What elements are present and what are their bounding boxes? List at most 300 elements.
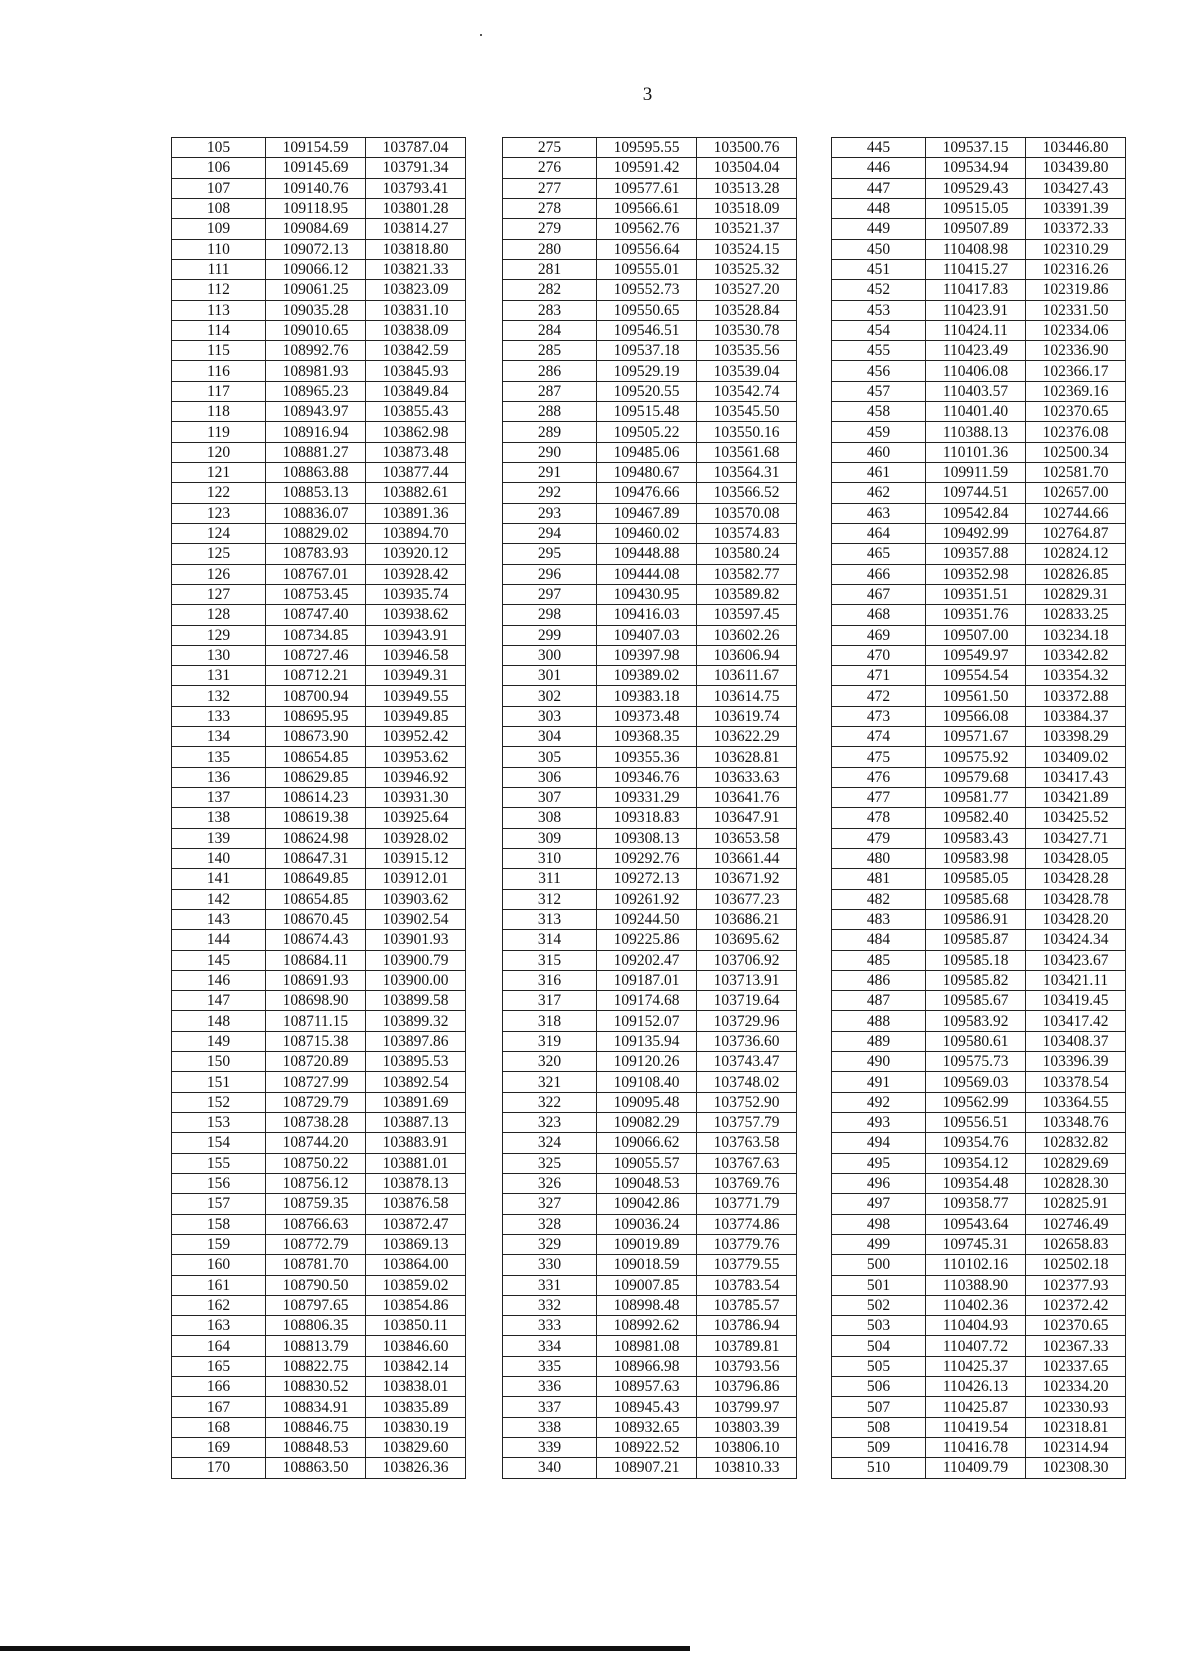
- point-number-cell: 154: [172, 1133, 266, 1153]
- table-row: [172, 381, 466, 401]
- table-row: [503, 706, 797, 726]
- y-coordinate-cell: 103539.04: [697, 361, 797, 381]
- y-coordinate-cell: 103677.23: [697, 889, 797, 909]
- point-number-cell: 280: [503, 239, 597, 259]
- table-row: [172, 1173, 466, 1193]
- table-row: [172, 300, 466, 320]
- x-coordinate-cell: 109554.54: [926, 666, 1026, 686]
- y-coordinate-cell: 103872.47: [366, 1214, 466, 1234]
- point-number-cell: 334: [503, 1336, 597, 1356]
- table-row: [503, 219, 797, 239]
- y-coordinate-cell: 103826.36: [366, 1458, 466, 1478]
- x-coordinate-cell: 108853.13: [266, 483, 366, 503]
- x-coordinate-cell: 109552.73: [597, 280, 697, 300]
- point-number-cell: 295: [503, 544, 597, 564]
- y-coordinate-cell: 103614.75: [697, 686, 797, 706]
- table-row: [503, 1397, 797, 1417]
- y-coordinate-cell: 102832.82: [1026, 1133, 1126, 1153]
- table-row: [832, 1173, 1126, 1193]
- x-coordinate-cell: 109066.62: [597, 1133, 697, 1153]
- y-coordinate-cell: 103854.86: [366, 1295, 466, 1315]
- point-number-cell: 302: [503, 686, 597, 706]
- x-coordinate-cell: 109368.35: [597, 727, 697, 747]
- table-row: [832, 320, 1126, 340]
- x-coordinate-cell: 108712.21: [266, 666, 366, 686]
- x-coordinate-cell: 110388.13: [926, 422, 1026, 442]
- y-coordinate-cell: 102370.65: [1026, 402, 1126, 422]
- point-number-cell: 506: [832, 1377, 926, 1397]
- point-number-cell: 451: [832, 259, 926, 279]
- table-row: [503, 1275, 797, 1295]
- x-coordinate-cell: 109118.95: [266, 198, 366, 218]
- point-number-cell: 123: [172, 503, 266, 523]
- y-coordinate-cell: 103542.74: [697, 381, 797, 401]
- x-coordinate-cell: 108998.48: [597, 1295, 697, 1315]
- point-number-cell: 278: [503, 198, 597, 218]
- y-coordinate-cell: 103428.28: [1026, 869, 1126, 889]
- table-row: [172, 767, 466, 787]
- point-number-cell: 276: [503, 158, 597, 178]
- table-row: [832, 605, 1126, 625]
- point-number-cell: 450: [832, 239, 926, 259]
- x-coordinate-cell: 109354.12: [926, 1153, 1026, 1173]
- x-coordinate-cell: 108727.46: [266, 645, 366, 665]
- y-coordinate-cell: 103838.01: [366, 1377, 466, 1397]
- x-coordinate-cell: 110101.36: [926, 442, 1026, 462]
- x-coordinate-cell: 108700.94: [266, 686, 366, 706]
- point-number-cell: 293: [503, 503, 597, 523]
- y-coordinate-cell: 103803.39: [697, 1417, 797, 1437]
- x-coordinate-cell: 110408.98: [926, 239, 1026, 259]
- y-coordinate-cell: 103580.24: [697, 544, 797, 564]
- point-number-cell: 331: [503, 1275, 597, 1295]
- table-row: [503, 280, 797, 300]
- table-row: [832, 402, 1126, 422]
- x-coordinate-cell: 109561.50: [926, 686, 1026, 706]
- table-row: [172, 564, 466, 584]
- x-coordinate-cell: 108813.79: [266, 1336, 366, 1356]
- table-row: [172, 1092, 466, 1112]
- x-coordinate-cell: 109430.95: [597, 584, 697, 604]
- y-coordinate-cell: 103686.21: [697, 909, 797, 929]
- point-number-cell: 115: [172, 341, 266, 361]
- point-number-cell: 158: [172, 1214, 266, 1234]
- point-number-cell: 477: [832, 788, 926, 808]
- point-number-cell: 161: [172, 1275, 266, 1295]
- point-number-cell: 311: [503, 869, 597, 889]
- y-coordinate-cell: 103855.43: [366, 402, 466, 422]
- x-coordinate-cell: 108932.65: [597, 1417, 697, 1437]
- y-coordinate-cell: 103513.28: [697, 178, 797, 198]
- x-coordinate-cell: 110404.93: [926, 1316, 1026, 1336]
- table-row: [832, 1316, 1126, 1336]
- point-number-cell: 129: [172, 625, 266, 645]
- y-coordinate-cell: 103428.20: [1026, 909, 1126, 929]
- table-row: [503, 727, 797, 747]
- x-coordinate-cell: 108966.98: [597, 1356, 697, 1376]
- point-number-cell: 333: [503, 1316, 597, 1336]
- table-row: [832, 889, 1126, 909]
- point-number-cell: 454: [832, 320, 926, 340]
- x-coordinate-cell: 110417.83: [926, 280, 1026, 300]
- y-coordinate-cell: 103949.85: [366, 706, 466, 726]
- point-number-cell: 277: [503, 178, 597, 198]
- point-number-cell: 492: [832, 1092, 926, 1112]
- table-row: [832, 1275, 1126, 1295]
- x-coordinate-cell: 110403.57: [926, 381, 1026, 401]
- table-row: [172, 1052, 466, 1072]
- x-coordinate-cell: 109358.77: [926, 1194, 1026, 1214]
- y-coordinate-cell: 102500.34: [1026, 442, 1126, 462]
- point-number-cell: 162: [172, 1295, 266, 1315]
- point-number-cell: 338: [503, 1417, 597, 1437]
- x-coordinate-cell: 109072.13: [266, 239, 366, 259]
- table-row: [172, 1336, 466, 1356]
- x-coordinate-cell: 108846.75: [266, 1417, 366, 1437]
- y-coordinate-cell: 103763.58: [697, 1133, 797, 1153]
- table-row: [172, 219, 466, 239]
- y-coordinate-cell: 102581.70: [1026, 463, 1126, 483]
- x-coordinate-cell: 110406.08: [926, 361, 1026, 381]
- table-row: [832, 219, 1126, 239]
- point-number-cell: 335: [503, 1356, 597, 1376]
- point-number-cell: 107: [172, 178, 266, 198]
- point-number-cell: 310: [503, 848, 597, 868]
- point-number-cell: 490: [832, 1052, 926, 1072]
- y-coordinate-cell: 103653.58: [697, 828, 797, 848]
- x-coordinate-cell: 109346.76: [597, 767, 697, 787]
- point-number-cell: 502: [832, 1295, 926, 1315]
- point-number-cell: 330: [503, 1255, 597, 1275]
- x-coordinate-cell: 109397.98: [597, 645, 697, 665]
- y-coordinate-cell: 102336.90: [1026, 341, 1126, 361]
- table-row: [832, 1417, 1126, 1437]
- table-row: [172, 605, 466, 625]
- point-number-cell: 321: [503, 1072, 597, 1092]
- point-number-cell: 309: [503, 828, 597, 848]
- point-number-cell: 482: [832, 889, 926, 909]
- x-coordinate-cell: 109575.92: [926, 747, 1026, 767]
- y-coordinate-cell: 103838.09: [366, 320, 466, 340]
- x-coordinate-cell: 109140.76: [266, 178, 366, 198]
- point-number-cell: 133: [172, 706, 266, 726]
- point-number-cell: 449: [832, 219, 926, 239]
- y-coordinate-cell: 102744.66: [1026, 503, 1126, 523]
- y-coordinate-cell: 103818.80: [366, 239, 466, 259]
- y-coordinate-cell: 103424.34: [1026, 930, 1126, 950]
- table-row: [172, 1356, 466, 1376]
- table-row: [503, 889, 797, 909]
- point-number-cell: 144: [172, 930, 266, 950]
- table-row: [832, 1295, 1126, 1315]
- y-coordinate-cell: 103786.94: [697, 1316, 797, 1336]
- x-coordinate-cell: 109507.00: [926, 625, 1026, 645]
- y-coordinate-cell: 103417.42: [1026, 1011, 1126, 1031]
- point-number-cell: 149: [172, 1031, 266, 1051]
- table-row: [172, 1377, 466, 1397]
- y-coordinate-cell: 103530.78: [697, 320, 797, 340]
- y-coordinate-cell: 103928.42: [366, 564, 466, 584]
- y-coordinate-cell: 103561.68: [697, 442, 797, 462]
- y-coordinate-cell: 103931.30: [366, 788, 466, 808]
- y-coordinate-cell: 103589.82: [697, 584, 797, 604]
- point-number-cell: 113: [172, 300, 266, 320]
- point-number-cell: 130: [172, 645, 266, 665]
- point-number-cell: 299: [503, 625, 597, 645]
- point-number-cell: 160: [172, 1255, 266, 1275]
- y-coordinate-cell: 103883.91: [366, 1133, 466, 1153]
- table-row: [172, 402, 466, 422]
- x-coordinate-cell: 108957.63: [597, 1377, 697, 1397]
- x-coordinate-cell: 109352.98: [926, 564, 1026, 584]
- point-number-cell: 458: [832, 402, 926, 422]
- point-number-cell: 456: [832, 361, 926, 381]
- point-number-cell: 470: [832, 645, 926, 665]
- point-number-cell: 453: [832, 300, 926, 320]
- y-coordinate-cell: 103938.62: [366, 605, 466, 625]
- y-coordinate-cell: 103611.67: [697, 666, 797, 686]
- x-coordinate-cell: 108647.31: [266, 848, 366, 868]
- x-coordinate-cell: 108767.01: [266, 564, 366, 584]
- scan-speck: [480, 34, 482, 36]
- x-coordinate-cell: 108834.91: [266, 1397, 366, 1417]
- x-coordinate-cell: 109174.68: [597, 991, 697, 1011]
- table-row: [503, 341, 797, 361]
- table-row: [832, 1011, 1126, 1031]
- x-coordinate-cell: 109556.64: [597, 239, 697, 259]
- point-number-cell: 459: [832, 422, 926, 442]
- point-number-cell: 475: [832, 747, 926, 767]
- table-row: [832, 727, 1126, 747]
- table-row: [503, 1052, 797, 1072]
- y-coordinate-cell: 103877.44: [366, 463, 466, 483]
- y-coordinate-cell: 103391.39: [1026, 198, 1126, 218]
- table-row: [832, 869, 1126, 889]
- table-row: [503, 1031, 797, 1051]
- x-coordinate-cell: 108797.65: [266, 1295, 366, 1315]
- table-row: [172, 1113, 466, 1133]
- table-row: [832, 930, 1126, 950]
- y-coordinate-cell: 103882.61: [366, 483, 466, 503]
- y-coordinate-cell: 103850.11: [366, 1316, 466, 1336]
- y-coordinate-cell: 103779.76: [697, 1234, 797, 1254]
- table-row: [832, 991, 1126, 1011]
- y-coordinate-cell: 103348.76: [1026, 1113, 1126, 1133]
- y-coordinate-cell: 103525.32: [697, 259, 797, 279]
- table-row: [832, 442, 1126, 462]
- y-coordinate-cell: 102376.08: [1026, 422, 1126, 442]
- point-number-cell: 138: [172, 808, 266, 828]
- y-coordinate-cell: 103719.64: [697, 991, 797, 1011]
- table-row: [503, 666, 797, 686]
- x-coordinate-cell: 108674.43: [266, 930, 366, 950]
- y-coordinate-cell: 103550.16: [697, 422, 797, 442]
- table-row: [172, 991, 466, 1011]
- x-coordinate-cell: 109331.29: [597, 788, 697, 808]
- point-number-cell: 118: [172, 402, 266, 422]
- y-coordinate-cell: 103887.13: [366, 1113, 466, 1133]
- x-coordinate-cell: 108766.63: [266, 1214, 366, 1234]
- y-coordinate-cell: 103713.91: [697, 970, 797, 990]
- point-number-cell: 159: [172, 1234, 266, 1254]
- x-coordinate-cell: 108756.12: [266, 1173, 366, 1193]
- x-coordinate-cell: 109585.87: [926, 930, 1026, 950]
- y-coordinate-cell: 103901.93: [366, 930, 466, 950]
- table-row: [503, 605, 797, 625]
- table-row: [503, 1377, 797, 1397]
- y-coordinate-cell: 103881.01: [366, 1153, 466, 1173]
- table-row: [503, 991, 797, 1011]
- table-row: [503, 584, 797, 604]
- point-number-cell: 155: [172, 1153, 266, 1173]
- point-number-cell: 142: [172, 889, 266, 909]
- table-row: [832, 178, 1126, 198]
- y-coordinate-cell: 102334.06: [1026, 320, 1126, 340]
- point-number-cell: 305: [503, 747, 597, 767]
- table-row: [832, 198, 1126, 218]
- point-number-cell: 281: [503, 259, 597, 279]
- point-number-cell: 314: [503, 930, 597, 950]
- table-row: [172, 930, 466, 950]
- x-coordinate-cell: 110423.91: [926, 300, 1026, 320]
- y-coordinate-cell: 103845.93: [366, 361, 466, 381]
- y-coordinate-cell: 103570.08: [697, 503, 797, 523]
- x-coordinate-cell: 109154.59: [266, 138, 366, 158]
- x-coordinate-cell: 109145.69: [266, 158, 366, 178]
- table-row: [832, 463, 1126, 483]
- point-number-cell: 134: [172, 727, 266, 747]
- x-coordinate-cell: 108649.85: [266, 869, 366, 889]
- table-row: [503, 1133, 797, 1153]
- y-coordinate-cell: 102377.93: [1026, 1275, 1126, 1295]
- x-coordinate-cell: 109595.55: [597, 138, 697, 158]
- point-number-cell: 145: [172, 950, 266, 970]
- table-row: [503, 1214, 797, 1234]
- table-row: [832, 341, 1126, 361]
- page-number: 3: [642, 84, 653, 105]
- table-row: [832, 1113, 1126, 1133]
- x-coordinate-cell: 108715.38: [266, 1031, 366, 1051]
- table-row: [503, 463, 797, 483]
- y-coordinate-cell: 103427.43: [1026, 178, 1126, 198]
- x-coordinate-cell: 109036.24: [597, 1214, 697, 1234]
- point-number-cell: 106: [172, 158, 266, 178]
- table-row: [503, 1234, 797, 1254]
- y-coordinate-cell: 103793.41: [366, 178, 466, 198]
- y-coordinate-cell: 103757.79: [697, 1113, 797, 1133]
- y-coordinate-cell: 103528.84: [697, 300, 797, 320]
- x-coordinate-cell: 109585.05: [926, 869, 1026, 889]
- table-row: [503, 198, 797, 218]
- x-coordinate-cell: 109546.51: [597, 320, 697, 340]
- point-number-cell: 126: [172, 564, 266, 584]
- y-coordinate-cell: 103785.57: [697, 1295, 797, 1315]
- x-coordinate-cell: 108614.23: [266, 788, 366, 808]
- table-row: [503, 1194, 797, 1214]
- x-coordinate-cell: 108734.85: [266, 625, 366, 645]
- y-coordinate-cell: 103949.31: [366, 666, 466, 686]
- table-row: [832, 666, 1126, 686]
- y-coordinate-cell: 103752.90: [697, 1092, 797, 1112]
- table-row: [172, 584, 466, 604]
- table-row: [832, 828, 1126, 848]
- point-number-cell: 489: [832, 1031, 926, 1051]
- table-row: [503, 259, 797, 279]
- table-row: [172, 1255, 466, 1275]
- x-coordinate-cell: 109272.13: [597, 869, 697, 889]
- point-number-cell: 147: [172, 991, 266, 1011]
- point-number-cell: 132: [172, 686, 266, 706]
- table-row: [832, 1133, 1126, 1153]
- y-coordinate-cell: 103597.45: [697, 605, 797, 625]
- table-row: [172, 1397, 466, 1417]
- table-row: [172, 320, 466, 340]
- x-coordinate-cell: 109555.01: [597, 259, 697, 279]
- x-coordinate-cell: 108711.15: [266, 1011, 366, 1031]
- x-coordinate-cell: 109542.84: [926, 503, 1026, 523]
- table-row: [172, 869, 466, 889]
- point-number-cell: 298: [503, 605, 597, 625]
- table-row: [172, 503, 466, 523]
- point-number-cell: 467: [832, 584, 926, 604]
- table-row: [832, 1458, 1126, 1478]
- y-coordinate-cell: 103789.81: [697, 1336, 797, 1356]
- point-number-cell: 287: [503, 381, 597, 401]
- y-coordinate-cell: 103814.27: [366, 219, 466, 239]
- point-number-cell: 156: [172, 1173, 266, 1193]
- y-coordinate-cell: 102316.26: [1026, 259, 1126, 279]
- point-number-cell: 301: [503, 666, 597, 686]
- point-number-cell: 445: [832, 138, 926, 158]
- y-coordinate-cell: 103912.01: [366, 869, 466, 889]
- table-row: [503, 747, 797, 767]
- point-number-cell: 315: [503, 950, 597, 970]
- y-coordinate-cell: 103902.54: [366, 909, 466, 929]
- x-coordinate-cell: 109355.36: [597, 747, 697, 767]
- table-row: [503, 361, 797, 381]
- point-number-cell: 285: [503, 341, 597, 361]
- y-coordinate-cell: 103810.33: [697, 1458, 797, 1478]
- y-coordinate-cell: 103427.71: [1026, 828, 1126, 848]
- y-coordinate-cell: 103421.11: [1026, 970, 1126, 990]
- x-coordinate-cell: 109357.88: [926, 544, 1026, 564]
- table-row: [172, 1417, 466, 1437]
- table-row: [832, 1031, 1126, 1051]
- x-coordinate-cell: 109055.57: [597, 1153, 697, 1173]
- x-coordinate-cell: 109537.15: [926, 138, 1026, 158]
- table-row: [503, 1092, 797, 1112]
- x-coordinate-cell: 109095.48: [597, 1092, 697, 1112]
- point-number-cell: 495: [832, 1153, 926, 1173]
- y-coordinate-cell: 103859.02: [366, 1275, 466, 1295]
- y-coordinate-cell: 103342.82: [1026, 645, 1126, 665]
- point-number-cell: 308: [503, 808, 597, 828]
- y-coordinate-cell: 103892.54: [366, 1072, 466, 1092]
- point-number-cell: 509: [832, 1438, 926, 1458]
- y-coordinate-cell: 102310.29: [1026, 239, 1126, 259]
- table-row: [503, 686, 797, 706]
- x-coordinate-cell: 109556.51: [926, 1113, 1026, 1133]
- y-coordinate-cell: 102826.85: [1026, 564, 1126, 584]
- x-coordinate-cell: 109292.76: [597, 848, 697, 868]
- y-coordinate-cell: 103622.29: [697, 727, 797, 747]
- x-coordinate-cell: 109407.03: [597, 625, 697, 645]
- table-row: [172, 727, 466, 747]
- table-row: [832, 1052, 1126, 1072]
- y-coordinate-cell: 103946.92: [366, 767, 466, 787]
- table-row: [172, 178, 466, 198]
- x-coordinate-cell: 108727.99: [266, 1072, 366, 1092]
